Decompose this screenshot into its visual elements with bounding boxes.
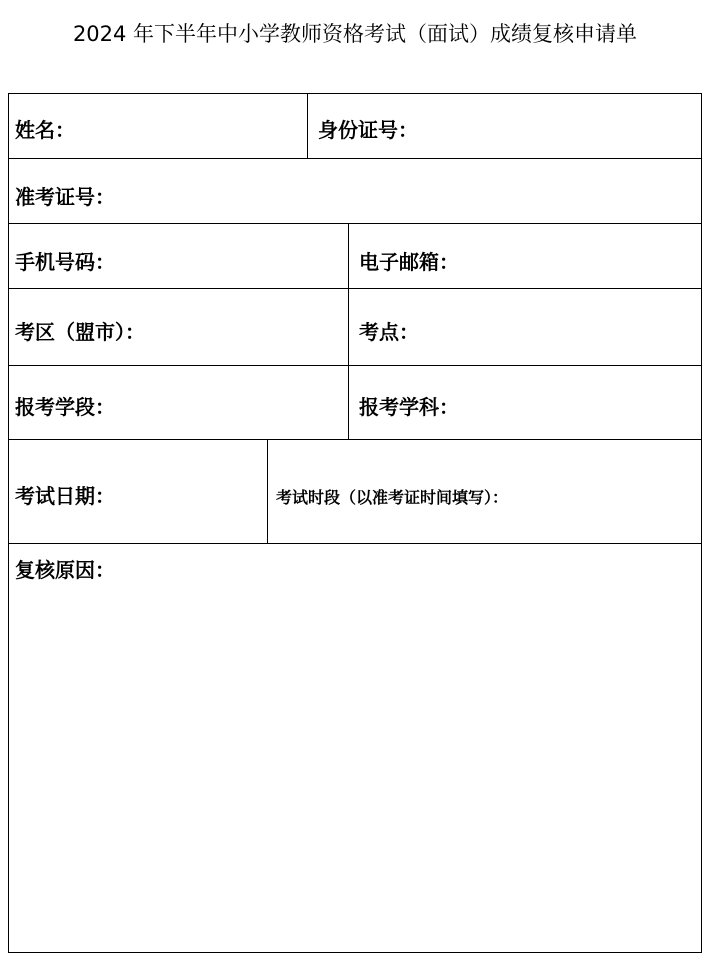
id-number-field[interactable] xyxy=(427,116,699,146)
row-divider xyxy=(9,158,701,159)
review-reason-label: 复核原因： xyxy=(15,558,115,582)
ticket-number-label: 准考证号： xyxy=(15,185,115,209)
row-divider xyxy=(9,223,701,224)
name-label: 姓名： xyxy=(15,118,75,142)
phone-field[interactable] xyxy=(125,248,345,278)
id-number-label: 身份证号： xyxy=(318,118,418,142)
ticket-number-field[interactable] xyxy=(125,183,699,213)
exam-level-field[interactable] xyxy=(125,393,345,423)
exam-subject-label: 报考学科： xyxy=(359,395,459,419)
exam-session-label: 考试时段（以准考证时间填写）： xyxy=(276,488,509,507)
exam-region-label: 考区（盟市）： xyxy=(15,320,145,344)
row-divider xyxy=(9,288,701,289)
exam-date-label: 考试日期： xyxy=(15,484,115,508)
exam-subject-field[interactable] xyxy=(469,393,699,423)
exam-site-label: 考点： xyxy=(359,320,419,344)
phone-label: 手机号码： xyxy=(15,250,115,274)
name-field[interactable] xyxy=(81,116,305,146)
column-divider xyxy=(307,94,308,158)
form-title: 2024 年下半年中小学教师资格考试（面试）成绩复核申请单 xyxy=(72,22,638,46)
exam-site-field[interactable] xyxy=(425,318,699,348)
email-field[interactable] xyxy=(469,248,699,278)
row-divider xyxy=(9,543,701,544)
column-divider xyxy=(267,439,268,543)
row-divider xyxy=(9,365,701,366)
exam-region-field[interactable] xyxy=(177,318,345,348)
column-divider xyxy=(348,223,349,439)
review-application-form xyxy=(8,93,702,953)
email-label: 电子邮箱： xyxy=(359,250,459,274)
row-divider xyxy=(9,439,701,440)
exam-date-field[interactable] xyxy=(125,482,265,512)
review-reason-field[interactable] xyxy=(15,590,697,934)
exam-session-field[interactable] xyxy=(557,482,699,512)
exam-level-label: 报考学段： xyxy=(15,395,115,419)
